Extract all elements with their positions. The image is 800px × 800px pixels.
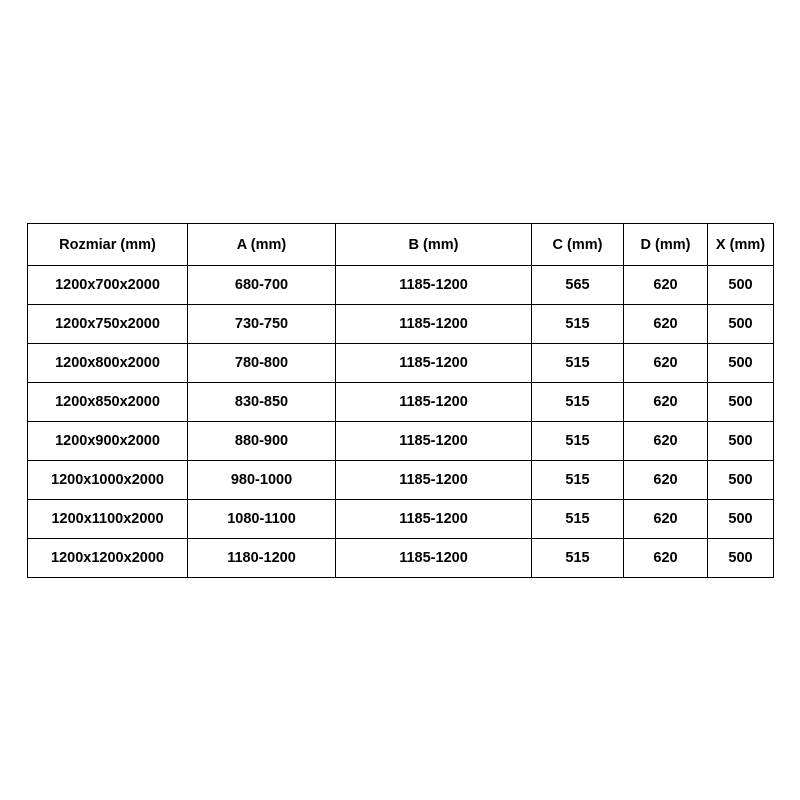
cell-b: 1185-1200	[336, 305, 532, 344]
cell-d: 620	[624, 500, 708, 539]
cell-c: 515	[532, 344, 624, 383]
table-row	[28, 539, 774, 578]
table-row	[28, 500, 774, 539]
cell-b: 1185-1200	[336, 422, 532, 461]
cell-c: 565	[532, 266, 624, 305]
cell-rozmiar: 1200x1200x2000	[28, 539, 188, 578]
cell-x: 500	[708, 539, 774, 578]
cell-a: 1180-1200	[188, 539, 336, 578]
cell-rozmiar: 1200x1100x2000	[28, 500, 188, 539]
cell-d: 620	[624, 539, 708, 578]
cell-a: 880-900	[188, 422, 336, 461]
cell-a: 830-850	[188, 383, 336, 422]
cell-d: 620	[624, 344, 708, 383]
cell-x: 500	[708, 422, 774, 461]
cell-a: 680-700	[188, 266, 336, 305]
table-row	[28, 266, 774, 305]
cell-c: 515	[532, 383, 624, 422]
cell-rozmiar: 1200x700x2000	[28, 266, 188, 305]
cell-c: 515	[532, 539, 624, 578]
cell-a: 780-800	[188, 344, 336, 383]
cell-x: 500	[708, 305, 774, 344]
cell-c: 515	[532, 422, 624, 461]
cell-x: 500	[708, 266, 774, 305]
cell-c: 515	[532, 500, 624, 539]
cell-x: 500	[708, 383, 774, 422]
table-header-row	[28, 224, 774, 266]
cell-x: 500	[708, 344, 774, 383]
cell-rozmiar: 1200x850x2000	[28, 383, 188, 422]
cell-d: 620	[624, 422, 708, 461]
cell-d: 620	[624, 305, 708, 344]
cell-d: 620	[624, 266, 708, 305]
size-table	[27, 223, 774, 578]
column-header-d: D (mm)	[624, 224, 708, 266]
cell-rozmiar: 1200x750x2000	[28, 305, 188, 344]
table-row	[28, 344, 774, 383]
cell-c: 515	[532, 461, 624, 500]
column-header-b: B (mm)	[336, 224, 532, 266]
cell-b: 1185-1200	[336, 461, 532, 500]
cell-d: 620	[624, 461, 708, 500]
column-header-rozmiar: Rozmiar (mm)	[28, 224, 188, 266]
cell-d: 620	[624, 383, 708, 422]
table-row	[28, 422, 774, 461]
cell-b: 1185-1200	[336, 500, 532, 539]
cell-b: 1185-1200	[336, 344, 532, 383]
cell-c: 515	[532, 305, 624, 344]
cell-rozmiar: 1200x900x2000	[28, 422, 188, 461]
column-header-c: C (mm)	[532, 224, 624, 266]
column-header-x: X (mm)	[708, 224, 774, 266]
cell-a: 730-750	[188, 305, 336, 344]
cell-rozmiar: 1200x800x2000	[28, 344, 188, 383]
size-table-container	[27, 223, 773, 578]
table-row	[28, 461, 774, 500]
cell-b: 1185-1200	[336, 539, 532, 578]
cell-x: 500	[708, 461, 774, 500]
cell-rozmiar: 1200x1000x2000	[28, 461, 188, 500]
cell-a: 1080-1100	[188, 500, 336, 539]
cell-a: 980-1000	[188, 461, 336, 500]
cell-b: 1185-1200	[336, 266, 532, 305]
table-row	[28, 383, 774, 422]
column-header-a: A (mm)	[188, 224, 336, 266]
cell-x: 500	[708, 500, 774, 539]
cell-b: 1185-1200	[336, 383, 532, 422]
table-row	[28, 305, 774, 344]
